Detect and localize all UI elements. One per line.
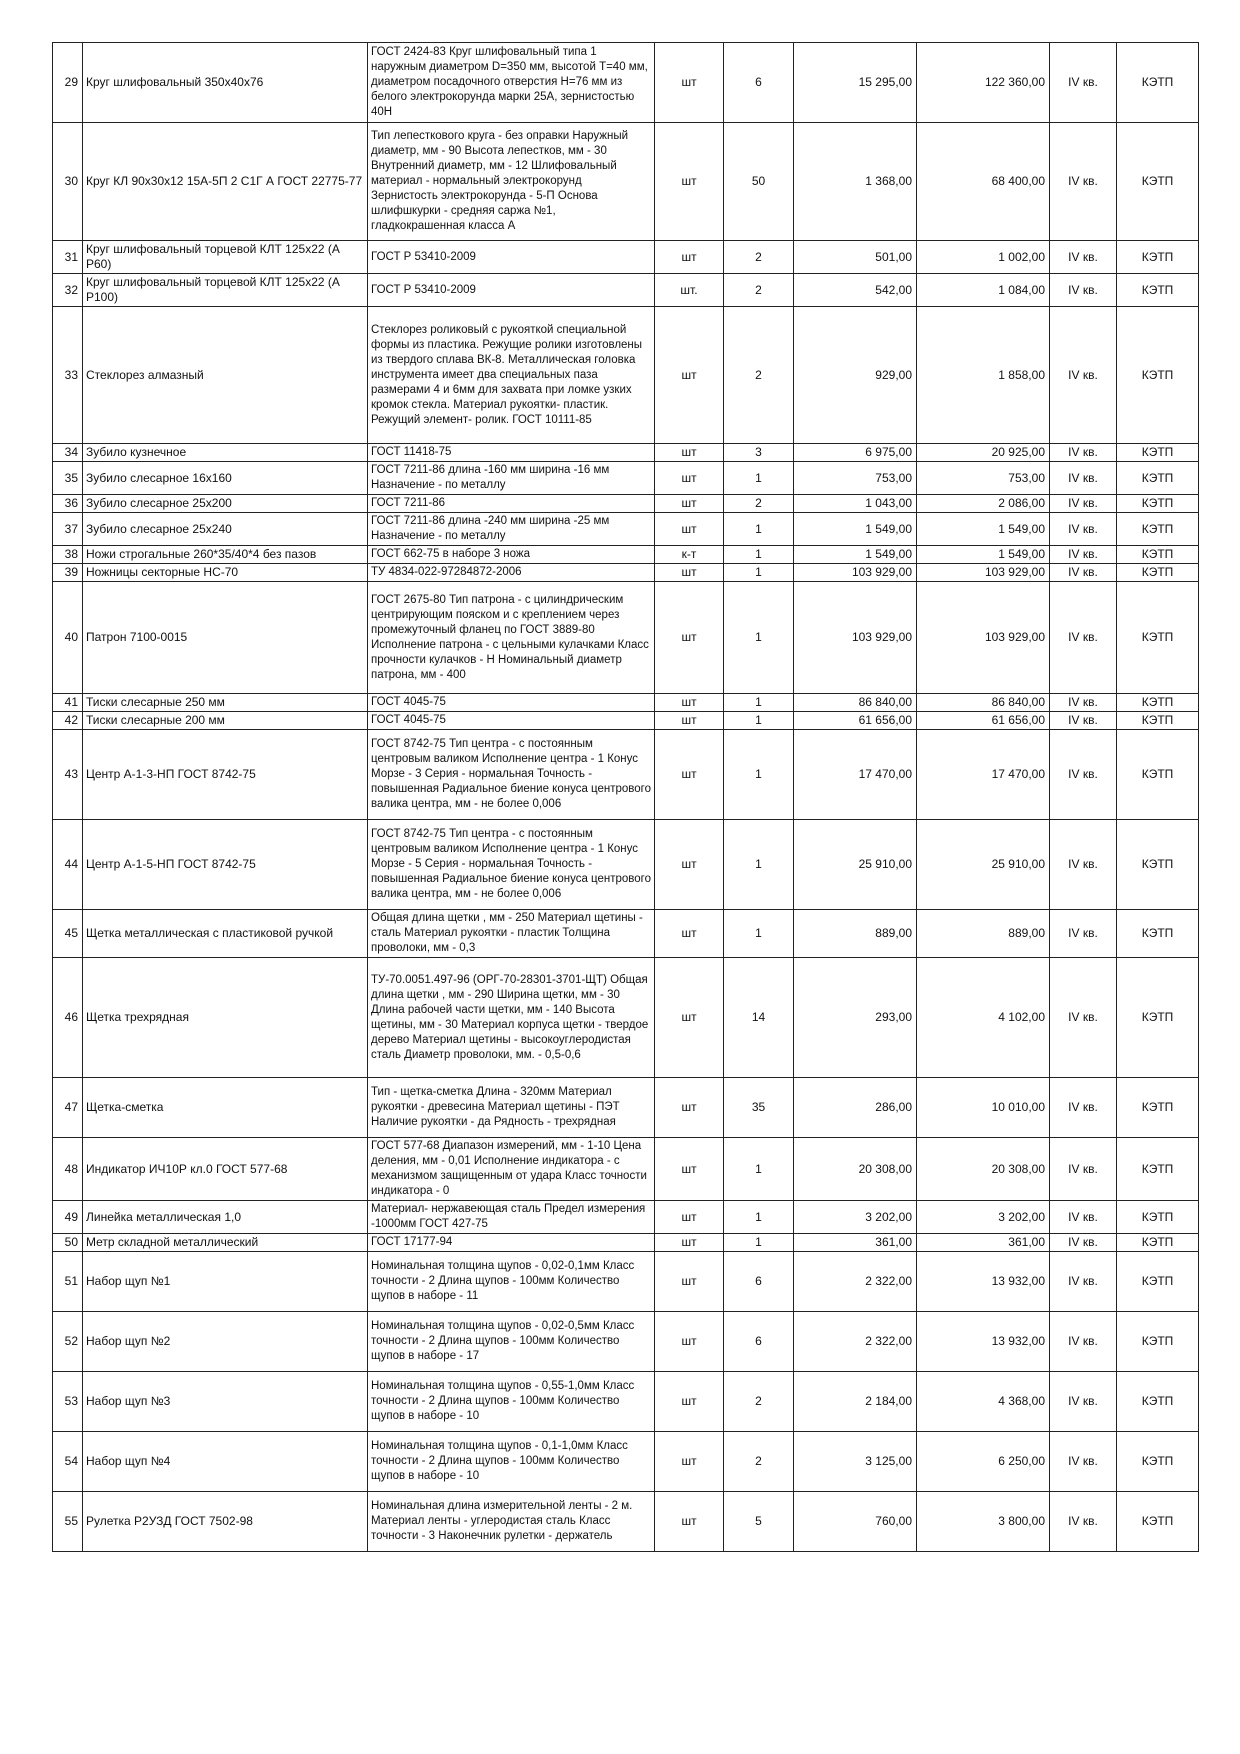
department-cell: КЭТП [1117, 910, 1199, 958]
quarter-cell: IV кв. [1050, 43, 1117, 123]
unit-price-cell: 2 322,00 [794, 1312, 917, 1372]
department-cell: КЭТП [1117, 43, 1199, 123]
table-row [53, 712, 1199, 730]
department-cell: КЭТП [1117, 546, 1199, 564]
quarter-cell: IV кв. [1050, 307, 1117, 444]
item-name-cell: Стеклорез алмазный [83, 307, 368, 444]
table-row [53, 1492, 1199, 1552]
item-name-cell: Ножницы секторные НС-70 [83, 564, 368, 582]
row-number-cell: 42 [53, 712, 83, 730]
unit-price-cell: 25 910,00 [794, 820, 917, 910]
total-cell: 3 800,00 [917, 1492, 1050, 1552]
row-number-cell: 54 [53, 1432, 83, 1492]
quantity-cell: 1 [724, 1234, 794, 1252]
total-cell: 122 360,00 [917, 43, 1050, 123]
row-number-cell: 43 [53, 730, 83, 820]
item-spec-cell: ГОСТ 8742-75 Тип центра - с постоянным центровым валиком Исполнение центра - 1 Конус Морзе - 3 Серия - нормальная Точность - повышенная Радиальное биение конуса центрового валика центра, мм - не более 0,006 [368, 730, 655, 820]
department-cell: КЭТП [1117, 1138, 1199, 1201]
quarter-cell: IV кв. [1050, 582, 1117, 694]
unit-price-cell: 542,00 [794, 274, 917, 307]
unit-cell: шт [655, 462, 724, 495]
row-number-cell: 45 [53, 910, 83, 958]
procurement-table [52, 42, 1199, 1552]
total-cell: 61 656,00 [917, 712, 1050, 730]
unit-cell: шт [655, 1492, 724, 1552]
unit-cell: шт [655, 1138, 724, 1201]
unit-price-cell: 1 368,00 [794, 123, 917, 241]
quarter-cell: IV кв. [1050, 1234, 1117, 1252]
quantity-cell: 2 [724, 495, 794, 513]
quantity-cell: 1 [724, 694, 794, 712]
table-row [53, 307, 1199, 444]
item-spec-cell: Номинальная толщина щупов - 0,02-0,5мм Класс точности - 2 Длина щупов - 100мм Количество щупов в наборе - 17 [368, 1312, 655, 1372]
quantity-cell: 1 [724, 712, 794, 730]
quarter-cell: IV кв. [1050, 1201, 1117, 1234]
quantity-cell: 1 [724, 1138, 794, 1201]
unit-cell: шт [655, 495, 724, 513]
unit-cell: шт [655, 43, 724, 123]
row-number-cell: 51 [53, 1252, 83, 1312]
item-name-cell: Патрон 7100-0015 [83, 582, 368, 694]
unit-price-cell: 1 549,00 [794, 513, 917, 546]
quarter-cell: IV кв. [1050, 1492, 1117, 1552]
item-spec-cell: ГОСТ 8742-75 Тип центра - с постоянным центровым валиком Исполнение центра - 1 Конус Морзе - 5 Серия - нормальная Точность - повышенная Радиальное биение конуса центрового валика центра, мм - не более 0,006 [368, 820, 655, 910]
quantity-cell: 35 [724, 1078, 794, 1138]
unit-cell: шт [655, 820, 724, 910]
table-row [53, 694, 1199, 712]
quarter-cell: IV кв. [1050, 1078, 1117, 1138]
quarter-cell: IV кв. [1050, 444, 1117, 462]
department-cell: КЭТП [1117, 1078, 1199, 1138]
table-row [53, 1078, 1199, 1138]
unit-cell: шт [655, 1372, 724, 1432]
unit-cell: шт [655, 694, 724, 712]
table-row [53, 564, 1199, 582]
total-cell: 1 858,00 [917, 307, 1050, 444]
table-row [53, 1252, 1199, 1312]
unit-price-cell: 3 202,00 [794, 1201, 917, 1234]
row-number-cell: 35 [53, 462, 83, 495]
total-cell: 10 010,00 [917, 1078, 1050, 1138]
department-cell: КЭТП [1117, 1201, 1199, 1234]
item-spec-cell: ГОСТ 7211-86 [368, 495, 655, 513]
table-row [53, 241, 1199, 274]
item-spec-cell: ГОСТ 2424-83 Круг шлифовальный типа 1 наружным диаметром D=350 мм, высотой T=40 мм, диаметром посадочного отверстия H=76 мм из белого электрокорунда марки 25А, зернистостью 40Н [368, 43, 655, 123]
department-cell: КЭТП [1117, 274, 1199, 307]
unit-cell: шт [655, 1201, 724, 1234]
item-name-cell: Тиски слесарные 200 мм [83, 712, 368, 730]
quarter-cell: IV кв. [1050, 820, 1117, 910]
department-cell: КЭТП [1117, 513, 1199, 546]
unit-price-cell: 6 975,00 [794, 444, 917, 462]
quantity-cell: 2 [724, 241, 794, 274]
quantity-cell: 1 [724, 1201, 794, 1234]
item-name-cell: Зубило слесарное 16х160 [83, 462, 368, 495]
total-cell: 3 202,00 [917, 1201, 1050, 1234]
row-number-cell: 30 [53, 123, 83, 241]
item-name-cell: Набор щуп №3 [83, 1372, 368, 1432]
row-number-cell: 31 [53, 241, 83, 274]
item-spec-cell: Номинальная толщина щупов - 0,1-1,0мм Класс точности - 2 Длина щупов - 100мм Количество щупов в наборе - 10 [368, 1432, 655, 1492]
department-cell: КЭТП [1117, 241, 1199, 274]
unit-cell: шт [655, 1078, 724, 1138]
item-name-cell: Круг шлифовальный торцевой КЛТ 125х22 (А Р60) [83, 241, 368, 274]
item-name-cell: Зубило слесарное 25х240 [83, 513, 368, 546]
total-cell: 103 929,00 [917, 564, 1050, 582]
department-cell: КЭТП [1117, 1372, 1199, 1432]
quarter-cell: IV кв. [1050, 546, 1117, 564]
total-cell: 4 102,00 [917, 958, 1050, 1078]
unit-price-cell: 3 125,00 [794, 1432, 917, 1492]
unit-price-cell: 103 929,00 [794, 582, 917, 694]
unit-cell: шт [655, 444, 724, 462]
total-cell: 20 925,00 [917, 444, 1050, 462]
item-name-cell: Метр складной металлический [83, 1234, 368, 1252]
table-body [53, 43, 1199, 1552]
unit-price-cell: 760,00 [794, 1492, 917, 1552]
item-name-cell: Линейка металлическая 1,0 [83, 1201, 368, 1234]
unit-cell: шт [655, 910, 724, 958]
unit-cell: шт [655, 1252, 724, 1312]
quantity-cell: 1 [724, 513, 794, 546]
row-number-cell: 34 [53, 444, 83, 462]
table-row [53, 1201, 1199, 1234]
item-spec-cell: ГОСТ 7211-86 длина -240 мм ширина -25 мм Назначение - по металлу [368, 513, 655, 546]
row-number-cell: 52 [53, 1312, 83, 1372]
total-cell: 68 400,00 [917, 123, 1050, 241]
quantity-cell: 2 [724, 307, 794, 444]
row-number-cell: 36 [53, 495, 83, 513]
item-name-cell: Набор щуп №2 [83, 1312, 368, 1372]
item-spec-cell: ГОСТ 4045-75 [368, 694, 655, 712]
unit-cell: шт [655, 712, 724, 730]
total-cell: 753,00 [917, 462, 1050, 495]
item-spec-cell: Тип - щетка-сметка Длина - 320мм Материал рукоятки - древесина Материал щетины - ПЭТ Наличие рукоятки - да Рядность - трехрядная [368, 1078, 655, 1138]
unit-cell: к-т [655, 546, 724, 564]
total-cell: 25 910,00 [917, 820, 1050, 910]
unit-price-cell: 2 184,00 [794, 1372, 917, 1432]
quantity-cell: 1 [724, 582, 794, 694]
table-row [53, 43, 1199, 123]
item-spec-cell: Общая длина щетки , мм - 250 Материал щетины - сталь Материал рукоятки - пластик Толщина проволоки, мм - 0,3 [368, 910, 655, 958]
item-spec-cell: Номинальная длина измерительной ленты - 2 м. Материал ленты - углеродистая сталь Класс точности - 3 Наконечник рулетки - держатель [368, 1492, 655, 1552]
row-number-cell: 37 [53, 513, 83, 546]
row-number-cell: 48 [53, 1138, 83, 1201]
item-name-cell: Щетка металлическая с пластиковой ручкой [83, 910, 368, 958]
unit-price-cell: 286,00 [794, 1078, 917, 1138]
department-cell: КЭТП [1117, 582, 1199, 694]
item-spec-cell: ГОСТ Р 53410-2009 [368, 274, 655, 307]
quarter-cell: IV кв. [1050, 1138, 1117, 1201]
department-cell: КЭТП [1117, 1432, 1199, 1492]
row-number-cell: 33 [53, 307, 83, 444]
table-row [53, 123, 1199, 241]
department-cell: КЭТП [1117, 495, 1199, 513]
item-spec-cell: Тип лепесткового круга - без оправки Наружный диаметр, мм - 90 Высота лепестков, мм - 30 Внутренний диаметр, мм - 12 Шлифовальный материал - нормальный электрокорунд Зернистость электрокорунда - 5-П Основа шлифшкурки - средняя саржа №1, гладкокрашенная класса А [368, 123, 655, 241]
unit-cell: шт [655, 582, 724, 694]
item-spec-cell: ТУ 4834-022-97284872-2006 [368, 564, 655, 582]
unit-cell: шт [655, 1234, 724, 1252]
table-row [53, 495, 1199, 513]
unit-price-cell: 103 929,00 [794, 564, 917, 582]
item-name-cell: Тиски слесарные 250 мм [83, 694, 368, 712]
quantity-cell: 50 [724, 123, 794, 241]
procurement-table-page [52, 42, 1198, 1552]
quarter-cell: IV кв. [1050, 241, 1117, 274]
row-number-cell: 55 [53, 1492, 83, 1552]
row-number-cell: 44 [53, 820, 83, 910]
quarter-cell: IV кв. [1050, 462, 1117, 495]
table-row [53, 274, 1199, 307]
department-cell: КЭТП [1117, 444, 1199, 462]
department-cell: КЭТП [1117, 820, 1199, 910]
item-name-cell: Зубило слесарное 25х200 [83, 495, 368, 513]
table-row [53, 462, 1199, 495]
item-name-cell: Щетка трехрядная [83, 958, 368, 1078]
quarter-cell: IV кв. [1050, 513, 1117, 546]
item-spec-cell: ГОСТ Р 53410-2009 [368, 241, 655, 274]
total-cell: 20 308,00 [917, 1138, 1050, 1201]
item-name-cell: Круг КЛ 90х30х12 15А-5П 2 С1Г А ГОСТ 22775-77 [83, 123, 368, 241]
table-row [53, 513, 1199, 546]
unit-cell: шт. [655, 274, 724, 307]
department-cell: КЭТП [1117, 307, 1199, 444]
unit-price-cell: 2 322,00 [794, 1252, 917, 1312]
row-number-cell: 47 [53, 1078, 83, 1138]
department-cell: КЭТП [1117, 694, 1199, 712]
table-row [53, 444, 1199, 462]
total-cell: 4 368,00 [917, 1372, 1050, 1432]
quantity-cell: 1 [724, 564, 794, 582]
department-cell: КЭТП [1117, 712, 1199, 730]
unit-cell: шт [655, 123, 724, 241]
row-number-cell: 40 [53, 582, 83, 694]
total-cell: 103 929,00 [917, 582, 1050, 694]
unit-price-cell: 61 656,00 [794, 712, 917, 730]
unit-cell: шт [655, 241, 724, 274]
item-name-cell: Рулетка Р2УЗД ГОСТ 7502-98 [83, 1492, 368, 1552]
quarter-cell: IV кв. [1050, 694, 1117, 712]
quantity-cell: 2 [724, 274, 794, 307]
quarter-cell: IV кв. [1050, 123, 1117, 241]
item-spec-cell: ТУ-70.0051.497-96 (ОРГ-70-28301-3701-ЩТ) Общая длина щетки , мм - 290 Ширина щетки, мм - 30 Длина рабочей части щетки, мм - 140 Высота щетины, мм - 30 Материал корпуса щетки - твердое дерево Материал щетины - высокоуглеродистая сталь Диаметр проволоки, мм. - 0,5-0,6 [368, 958, 655, 1078]
table-row [53, 1138, 1199, 1201]
department-cell: КЭТП [1117, 1234, 1199, 1252]
quantity-cell: 2 [724, 1432, 794, 1492]
item-name-cell: Щетка-сметка [83, 1078, 368, 1138]
total-cell: 1 084,00 [917, 274, 1050, 307]
quarter-cell: IV кв. [1050, 274, 1117, 307]
row-number-cell: 32 [53, 274, 83, 307]
row-number-cell: 41 [53, 694, 83, 712]
item-spec-cell: Материал- нержавеющая сталь Предел измерения -1000мм ГОСТ 427-75 [368, 1201, 655, 1234]
table-row [53, 910, 1199, 958]
total-cell: 1 549,00 [917, 546, 1050, 564]
table-row [53, 582, 1199, 694]
quarter-cell: IV кв. [1050, 1432, 1117, 1492]
unit-cell: шт [655, 307, 724, 444]
department-cell: КЭТП [1117, 1492, 1199, 1552]
item-name-cell: Набор щуп №1 [83, 1252, 368, 1312]
item-name-cell: Зубило кузнечное [83, 444, 368, 462]
unit-cell: шт [655, 1432, 724, 1492]
item-name-cell: Набор щуп №4 [83, 1432, 368, 1492]
quantity-cell: 2 [724, 1372, 794, 1432]
table-row [53, 820, 1199, 910]
unit-cell: шт [655, 958, 724, 1078]
quarter-cell: IV кв. [1050, 564, 1117, 582]
unit-cell: шт [655, 513, 724, 546]
quantity-cell: 1 [724, 910, 794, 958]
quantity-cell: 1 [724, 462, 794, 495]
department-cell: КЭТП [1117, 958, 1199, 1078]
quarter-cell: IV кв. [1050, 1252, 1117, 1312]
total-cell: 361,00 [917, 1234, 1050, 1252]
unit-price-cell: 20 308,00 [794, 1138, 917, 1201]
total-cell: 13 932,00 [917, 1312, 1050, 1372]
unit-cell: шт [655, 564, 724, 582]
row-number-cell: 50 [53, 1234, 83, 1252]
total-cell: 13 932,00 [917, 1252, 1050, 1312]
item-spec-cell: ГОСТ 17177-94 [368, 1234, 655, 1252]
item-name-cell: Круг шлифовальный 350х40х76 [83, 43, 368, 123]
row-number-cell: 53 [53, 1372, 83, 1432]
row-number-cell: 49 [53, 1201, 83, 1234]
unit-price-cell: 293,00 [794, 958, 917, 1078]
item-spec-cell: ГОСТ 577-68 Диапазон измерений, мм - 1-10 Цена деления, мм - 0,01 Исполнение индикатора - с механизмом защищенным от удара Класс точности индикатора - 0 [368, 1138, 655, 1201]
quarter-cell: IV кв. [1050, 1372, 1117, 1432]
unit-price-cell: 361,00 [794, 1234, 917, 1252]
unit-cell: шт [655, 1312, 724, 1372]
department-cell: КЭТП [1117, 462, 1199, 495]
item-name-cell: Центр А-1-5-НП ГОСТ 8742-75 [83, 820, 368, 910]
unit-price-cell: 1 549,00 [794, 546, 917, 564]
unit-price-cell: 929,00 [794, 307, 917, 444]
item-spec-cell: ГОСТ 7211-86 длина -160 мм ширина -16 мм Назначение - по металлу [368, 462, 655, 495]
quantity-cell: 1 [724, 730, 794, 820]
department-cell: КЭТП [1117, 1252, 1199, 1312]
quantity-cell: 5 [724, 1492, 794, 1552]
quantity-cell: 6 [724, 43, 794, 123]
item-spec-cell: ГОСТ 11418-75 [368, 444, 655, 462]
quarter-cell: IV кв. [1050, 495, 1117, 513]
item-spec-cell: ГОСТ 2675-80 Тип патрона - с цилиндрическим центрирующим пояском и с креплением через промежуточный фланец по ГОСТ 3889-80 Исполнение патрона - с цельными кулачками Класс прочности кулачков - Н Номинальный диаметр патрона, мм - 400 [368, 582, 655, 694]
item-name-cell: Индикатор ИЧ10Р кл.0 ГОСТ 577-68 [83, 1138, 368, 1201]
quarter-cell: IV кв. [1050, 712, 1117, 730]
quarter-cell: IV кв. [1050, 958, 1117, 1078]
quantity-cell: 6 [724, 1312, 794, 1372]
unit-price-cell: 753,00 [794, 462, 917, 495]
table-row [53, 958, 1199, 1078]
quantity-cell: 1 [724, 546, 794, 564]
total-cell: 6 250,00 [917, 1432, 1050, 1492]
row-number-cell: 29 [53, 43, 83, 123]
department-cell: КЭТП [1117, 123, 1199, 241]
quantity-cell: 3 [724, 444, 794, 462]
item-name-cell: Круг шлифовальный торцевой КЛТ 125х22 (А Р100) [83, 274, 368, 307]
total-cell: 1 002,00 [917, 241, 1050, 274]
table-row [53, 1234, 1199, 1252]
item-name-cell: Ножи строгальные 260*35/40*4 без пазов [83, 546, 368, 564]
unit-price-cell: 86 840,00 [794, 694, 917, 712]
item-spec-cell: ГОСТ 662-75 в наборе 3 ножа [368, 546, 655, 564]
item-spec-cell: ГОСТ 4045-75 [368, 712, 655, 730]
unit-price-cell: 17 470,00 [794, 730, 917, 820]
total-cell: 17 470,00 [917, 730, 1050, 820]
quarter-cell: IV кв. [1050, 1312, 1117, 1372]
table-row [53, 546, 1199, 564]
quantity-cell: 14 [724, 958, 794, 1078]
department-cell: КЭТП [1117, 1312, 1199, 1372]
row-number-cell: 38 [53, 546, 83, 564]
department-cell: КЭТП [1117, 730, 1199, 820]
unit-cell: шт [655, 730, 724, 820]
total-cell: 86 840,00 [917, 694, 1050, 712]
table-row [53, 730, 1199, 820]
department-cell: КЭТП [1117, 564, 1199, 582]
row-number-cell: 46 [53, 958, 83, 1078]
item-spec-cell: Номинальная толщина щупов - 0,02-0,1мм Класс точности - 2 Длина щупов - 100мм Количество щупов в наборе - 11 [368, 1252, 655, 1312]
total-cell: 2 086,00 [917, 495, 1050, 513]
item-spec-cell: Стеклорез роликовый с рукояткой специальной формы из пластика. Режущие ролики изготовлены из твердого сплава ВК-8. Металлическая головка инструмента имеет два специальных паза размерами 4 и 6мм для захвата при ломке узких кромок стекла. Материал рукоятки- пластик. Режущий элемент- ролик. ГОСТ 10111-85 [368, 307, 655, 444]
table-row [53, 1312, 1199, 1372]
unit-price-cell: 15 295,00 [794, 43, 917, 123]
total-cell: 1 549,00 [917, 513, 1050, 546]
unit-price-cell: 1 043,00 [794, 495, 917, 513]
table-row [53, 1432, 1199, 1492]
quantity-cell: 6 [724, 1252, 794, 1312]
row-number-cell: 39 [53, 564, 83, 582]
unit-price-cell: 889,00 [794, 910, 917, 958]
item-spec-cell: Номинальная толщина щупов - 0,55-1,0мм Класс точности - 2 Длина щупов - 100мм Количество щупов в наборе - 10 [368, 1372, 655, 1432]
quantity-cell: 1 [724, 820, 794, 910]
quarter-cell: IV кв. [1050, 910, 1117, 958]
item-name-cell: Центр А-1-3-НП ГОСТ 8742-75 [83, 730, 368, 820]
table-row [53, 1372, 1199, 1432]
total-cell: 889,00 [917, 910, 1050, 958]
unit-price-cell: 501,00 [794, 241, 917, 274]
quarter-cell: IV кв. [1050, 730, 1117, 820]
